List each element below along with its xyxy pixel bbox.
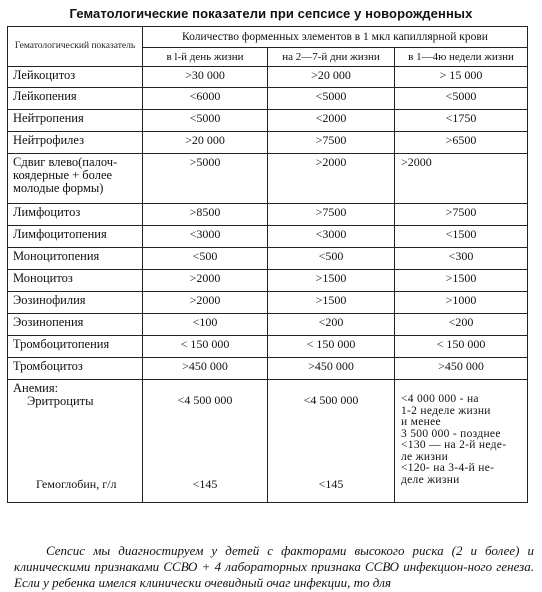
table-cell: <3000 (268, 226, 395, 248)
hemoglobin-value: <145 (192, 477, 218, 491)
table-cell: >450 000 (395, 358, 528, 380)
row-label: Лимфоцитоз (8, 204, 143, 226)
table-row (8, 204, 528, 226)
hemoglobin-label: Гемоглобин, г/л (36, 477, 117, 491)
table-cell: <5000 (268, 88, 395, 110)
table-cell: > 15 000 (395, 67, 528, 88)
erythrocytes-value: <4 500 000 (303, 393, 359, 407)
table-row (8, 88, 528, 110)
table-cell: >20 000 (143, 132, 268, 154)
table-cell: >2000 (143, 270, 268, 292)
table-cell: <2000 (268, 110, 395, 132)
table-cell: <1500 (395, 226, 528, 248)
table-row (8, 226, 528, 248)
row-label: Моноцитопения (8, 248, 143, 270)
page-title: Гематологические показатели при сепсисе у новорожденных (69, 6, 473, 21)
table-cell: >450 000 (143, 358, 268, 380)
row-label: Нейтропения (8, 110, 143, 132)
table-cell: <200 (395, 314, 528, 336)
table-cell: >2000 (143, 292, 268, 314)
row-label: Тромбоцитопения (8, 336, 143, 358)
table-cell: < 150 000 (395, 336, 528, 358)
table-row (8, 292, 528, 314)
anemia-cell-days2-7 (268, 380, 395, 503)
table-cell: >1000 (395, 292, 528, 314)
table-cell: <200 (268, 314, 395, 336)
footer-paragraph: Сепсис мы диагностируем у детей с факторами высокого риска (2 и более) и клиническими признаками ССВО + 4 лабораторных признака ССВО инфекцион-ного генеза. Если у ребенка имелся клинически очевидный очаг инфекции, то для (14, 543, 534, 590)
table-cell: >8500 (143, 204, 268, 226)
table-cell: >1500 (395, 270, 528, 292)
table-row (8, 248, 528, 270)
table-cell: >2000 (395, 154, 528, 204)
subheader-day1: в l-й день жизни (143, 48, 268, 67)
subheader-weeks1-4: в 1—4ю недели жизни (395, 48, 528, 67)
table-cell: < 150 000 (143, 336, 268, 358)
hemoglobin-value: <145 (318, 477, 344, 491)
table-cell: <5000 (395, 88, 528, 110)
table-cell: >2000 (268, 154, 395, 204)
table-cell: <5000 (143, 110, 268, 132)
table-row-anemia (8, 380, 528, 503)
row-label: Эозинофилия (8, 292, 143, 314)
group-column-header: Количество форменных элементов в 1 мкл капиллярной крови (143, 27, 528, 48)
table-cell: >5000 (143, 154, 268, 204)
hematology-table (7, 26, 528, 503)
anemia-label: Анемия: (13, 381, 59, 395)
anemia-cell-day1 (143, 380, 268, 503)
table-row (8, 336, 528, 358)
param-column-header: Гематологический показатель (8, 27, 143, 67)
table-cell: >7500 (268, 132, 395, 154)
row-label: Лейкоцитоз (8, 67, 143, 88)
erythrocytes-value: <4 500 000 (177, 393, 233, 407)
table-row (8, 67, 528, 88)
row-label: Сдвиг влево(палоч- коядерные + более молодые формы) (8, 154, 143, 204)
table-cell: >7500 (268, 204, 395, 226)
table-row (8, 132, 528, 154)
table-cell: <500 (268, 248, 395, 270)
table-cell: <500 (143, 248, 268, 270)
row-label: Эозинопения (8, 314, 143, 336)
table-cell: <3000 (143, 226, 268, 248)
table-cell: >20 000 (268, 67, 395, 88)
table-cell: >6500 (395, 132, 528, 154)
table-cell: <300 (395, 248, 528, 270)
anemia-cell-weeks1-4: <4 000 000 - на 1-2 неделе жизни и менее 3 500 000 - позднее <130 — на 2-й неде- ле жизни <120- на 3-4-й не- деле жизни (395, 380, 528, 503)
table-cell: >1500 (268, 270, 395, 292)
table-row (8, 154, 528, 204)
anemia-row-label (8, 380, 143, 503)
table-cell: >1500 (268, 292, 395, 314)
row-label: Лимфоцитопения (8, 226, 143, 248)
subheader-days2-7: на 2—7-й дни жизни (268, 48, 395, 67)
table-cell: <100 (143, 314, 268, 336)
table-row (8, 270, 528, 292)
table-row (8, 358, 528, 380)
table-cell: <6000 (143, 88, 268, 110)
row-label: Нейтрофилез (8, 132, 143, 154)
row-label: Лейкопения (8, 88, 143, 110)
table-cell: >7500 (395, 204, 528, 226)
row-label: Моноцитоз (8, 270, 143, 292)
table-row (8, 314, 528, 336)
table-cell: >450 000 (268, 358, 395, 380)
table-cell: <1750 (395, 110, 528, 132)
table-cell: >30 000 (143, 67, 268, 88)
row-label: Тромбоцитоз (8, 358, 143, 380)
erythrocytes-label: Эритроциты (27, 394, 94, 408)
table-row (8, 110, 528, 132)
table-cell: < 150 000 (268, 336, 395, 358)
